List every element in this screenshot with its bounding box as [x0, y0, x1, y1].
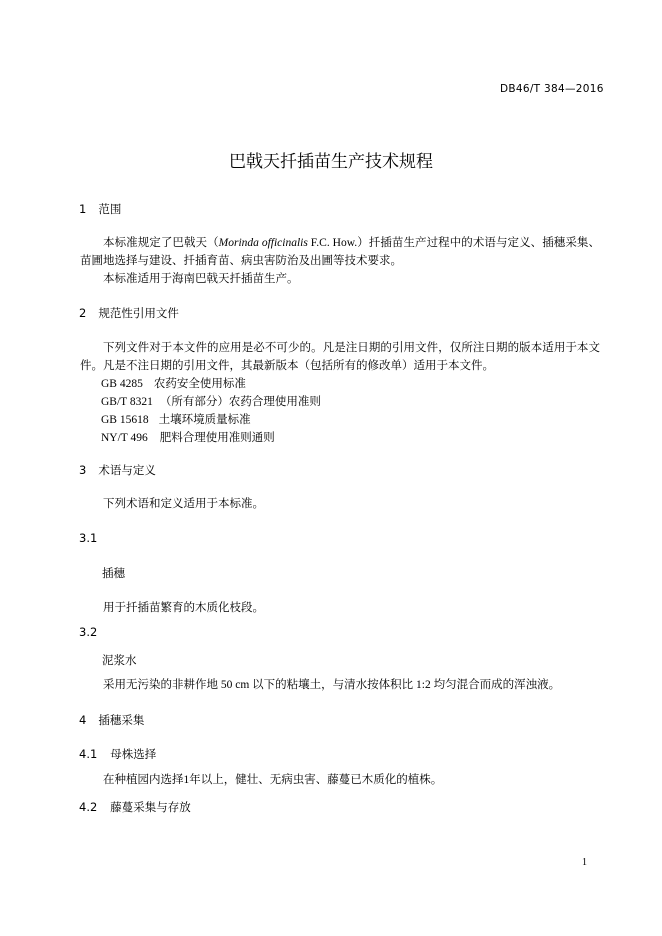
term-3-1-name: 插穗 — [102, 566, 125, 580]
reference-code: GB 4285 — [101, 378, 143, 390]
reference-item — [101, 375, 246, 391]
reference-item — [101, 429, 275, 445]
paragraph-text: 本标准规定了巴戟天（ — [103, 237, 219, 249]
section-title: 术语与定义 — [98, 463, 156, 477]
section-title: 范围 — [98, 202, 122, 216]
section-4-heading — [79, 712, 144, 728]
reference-name: 肥料合理使用准则通则 — [159, 432, 275, 444]
paragraph-text: F.C. How.）扦插苗生产过程中的术语与定义、插穗采集、苗圃地选择与建设、扦插育苗、病虫害防治及出圃等技术要求。 — [80, 237, 601, 268]
section-title: 插穗采集 — [98, 713, 145, 727]
reference-name: 农药安全使用标准 — [153, 378, 246, 390]
latin-name: Morinda officinalis — [218, 237, 308, 249]
reference-item — [101, 411, 251, 427]
term-3-2-name: 泥浆水 — [102, 653, 137, 667]
reference-code: NY/T 496 — [101, 432, 148, 444]
reference-code: GB/T 8321 — [101, 396, 153, 408]
reference-code: GB 15618 — [101, 414, 149, 426]
section-3-paragraph-1: 下列术语和定义适用于本标准。 — [103, 498, 264, 510]
section-title: 规范性引用文件 — [98, 306, 179, 320]
page-number: 1 — [582, 857, 587, 868]
section-number: 3 — [79, 463, 87, 477]
section-number: 4 — [79, 713, 87, 727]
document-title: 巴戟天扦插苗生产技术规程 — [229, 152, 433, 172]
section-1-paragraph-2: 本标准适用于海南巴戟天扦插苗生产。 — [103, 273, 299, 285]
subsection-4-2-heading — [79, 799, 191, 815]
subsection-title: 母株选择 — [110, 747, 157, 761]
reference-item — [101, 393, 321, 409]
term-3-1-definition: 用于扦插苗繁育的木质化枝段。 — [103, 602, 264, 614]
section-number: 1 — [79, 202, 87, 216]
reference-name: （所有部分）农药合理使用准则 — [159, 396, 321, 408]
section-1-paragraph-1 — [80, 234, 600, 270]
subsection-title: 藤蔓采集与存放 — [110, 800, 191, 814]
reference-name: 土壤环境质量标准 — [158, 414, 251, 426]
section-2-paragraph-1: 下列文件对于本文件的应用是必不可少的。凡是注日期的引用文件，仅所注日期的版本适用于本文件。凡是不注日期的引用文件，其最新版本（包括所有的修改单）适用于本文件。 — [80, 342, 600, 373]
section-3-heading — [79, 462, 156, 478]
term-3-2-number: 3.2 — [79, 625, 98, 639]
section-2-heading — [79, 305, 179, 321]
section-number: 2 — [79, 306, 87, 320]
subsection-4-1-paragraph: 在种植园内选择1年以上，健壮、无病虫害、藤蔓已木质化的植株。 — [103, 774, 443, 786]
term-3-2-definition: 采用无污染的非耕作地 50 cm 以下的粘壤土，与清水按体积比 1:2 均匀混合而成的浑浊液。 — [103, 679, 561, 691]
standard-number: DB46/T 384—2016 — [500, 83, 604, 95]
subsection-4-1-heading — [79, 746, 156, 762]
term-3-1-number: 3.1 — [79, 531, 98, 545]
section-1-heading — [79, 201, 121, 217]
subsection-number: 4.1 — [79, 747, 98, 761]
subsection-number: 4.2 — [79, 800, 98, 814]
